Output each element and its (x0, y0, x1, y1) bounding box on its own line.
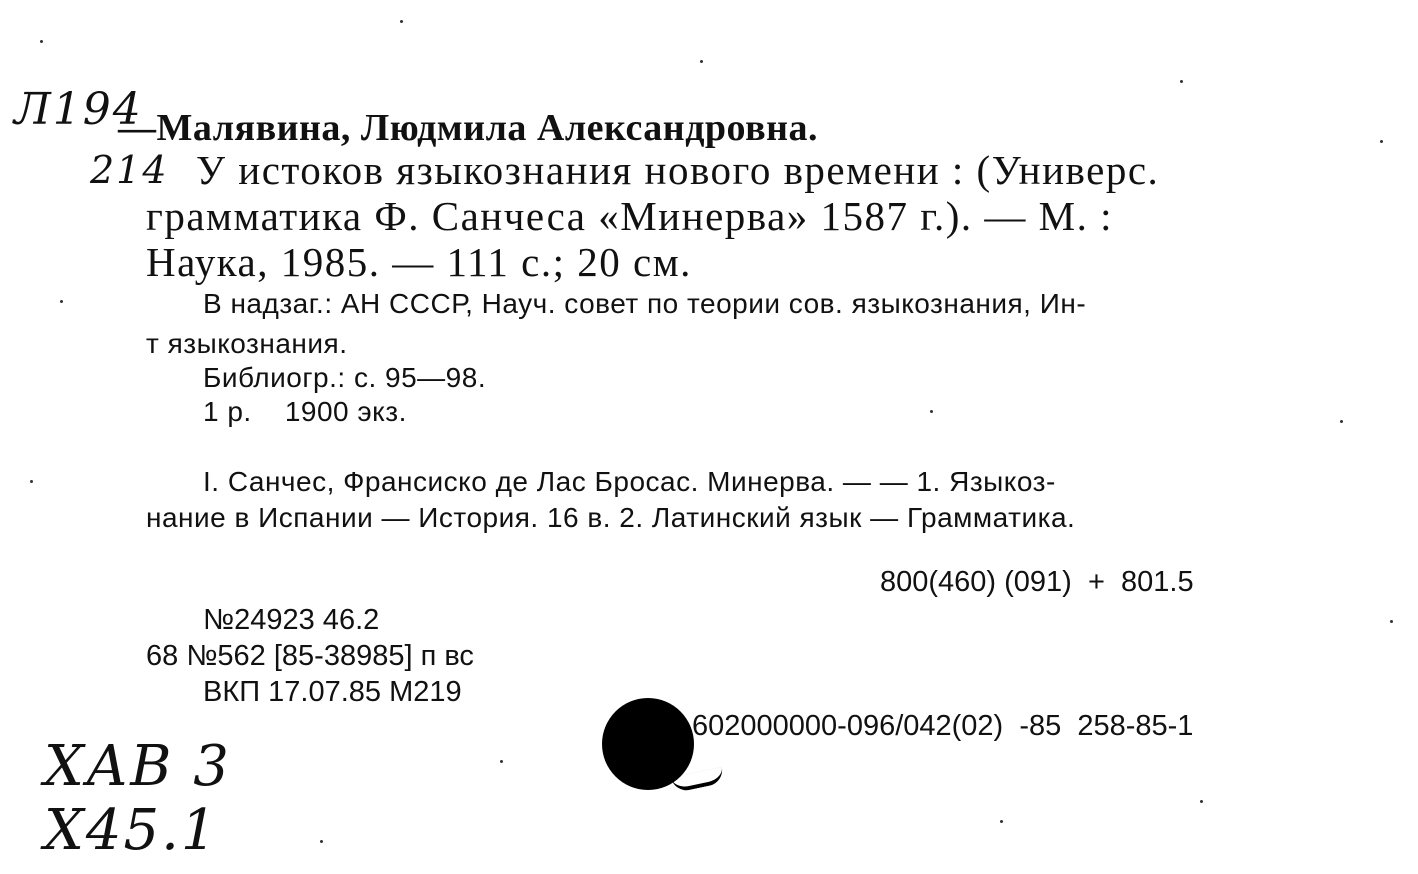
subjects-line-2: нание в Испании — История. 16 в. 2. Латинский язык — Грамматика. (146, 502, 1076, 533)
speck (400, 20, 403, 23)
registry-line-2: 68 №562 [85-38985] п вс (146, 640, 474, 672)
note-line-2: т языкознания. (146, 328, 348, 359)
speck (1380, 140, 1383, 143)
note-line-3: Библиогр.: с. 95—98. (203, 362, 487, 393)
speck (30, 480, 33, 483)
author-heading: —Малявина, Людмила Александровна. (118, 107, 819, 149)
handwritten-mid-code: 214 (90, 148, 169, 192)
speck (60, 300, 63, 303)
speck (1200, 800, 1203, 803)
handwritten-bottom-line-2: Х45.1 (44, 798, 219, 863)
speck (1000, 820, 1003, 823)
registry-line-3: ВКП 17.07.85 М219 (203, 676, 462, 708)
subjects-line-1: I. Санчес, Франсиско де Лас Бросас. Минерва. — — 1. Языкоз- (203, 466, 1056, 497)
speck (1180, 80, 1183, 83)
classification-index: 800(460) (091) + 801.5 (880, 566, 1194, 598)
title-line-3: Наука, 1985. — 111 с.; 20 см. (146, 239, 692, 285)
speck (1340, 420, 1343, 423)
speck (320, 840, 323, 843)
speck (40, 40, 43, 43)
speck (930, 410, 933, 413)
handwritten-top-code: Л194 (14, 84, 143, 135)
handwritten-bottom-line-1: ХАВ 3 (44, 734, 231, 799)
note-line-4: 1 р. 1900 экз. (203, 396, 407, 427)
title-line-2: грамматика Ф. Санчеса «Минерва» 1587 г.). — М. : (146, 193, 1113, 239)
note-line-1: В надзаг.: АН СССР, Науч. совет по теории сов. языкознания, Ин- (203, 288, 1087, 319)
title-line-1: У истоков языкознания нового времени : (Универс. (196, 147, 1160, 193)
publication-code: 602000000-096/042(02) -85 258-85-1 (692, 710, 1194, 742)
speck (500, 760, 503, 763)
speck (700, 60, 703, 63)
registry-line-1: №24923 46.2 (203, 604, 380, 636)
speck (1390, 620, 1393, 623)
